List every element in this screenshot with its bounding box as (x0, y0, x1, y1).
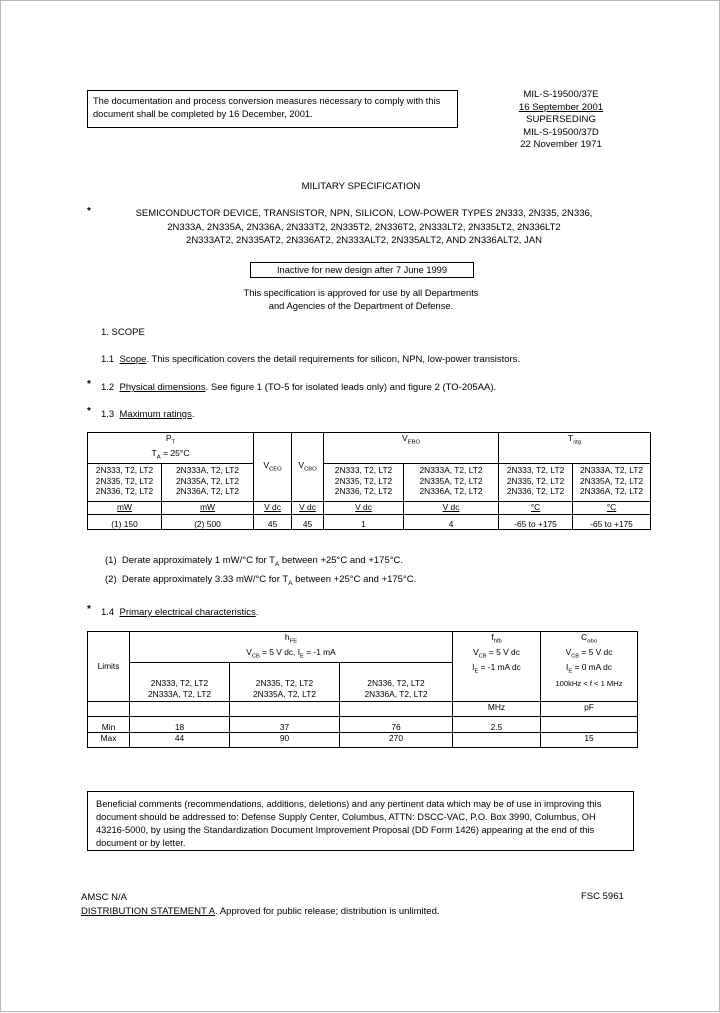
military-specification-heading: MILITARY SPECIFICATION (301, 181, 421, 192)
table1-symbol-row (88, 433, 651, 464)
section-1-1-number: 1.1 (101, 354, 115, 365)
table2-row-label: Min (88, 717, 130, 733)
table1-header-vcbo: $V_{CBO}$ (292, 433, 324, 502)
table1-value-cell: -65 to +175 (499, 515, 573, 530)
section-1-2-number: 1.2 (101, 382, 115, 393)
table2-unit-blank (88, 702, 130, 717)
table2-cell: 44 (130, 733, 230, 748)
change-asterisk-1-4: * (87, 604, 91, 615)
table2-cell: 90 (230, 733, 340, 748)
table1-units-row (88, 502, 651, 515)
table1-value-cell: (1) 150 (88, 515, 162, 530)
table1-unit-cell: °C (573, 502, 651, 515)
derate-note-2 (105, 573, 416, 590)
derate-note-1-post: between +25°C and +175°C. (279, 555, 404, 566)
table1-header-pt: $P_T$ $T_A = 25^\circ C$ (88, 433, 254, 464)
table2-cell: 2.5 (453, 717, 541, 733)
scope-heading: 1. SCOPE (101, 327, 145, 338)
table2-row-min (88, 717, 638, 733)
spec-number: MIL-S-19500/37E (523, 89, 599, 100)
table2-row-max (88, 733, 638, 748)
table1-device-row (88, 464, 651, 502)
distribution-statement (81, 905, 440, 919)
superseding-label: SUPERSEDING (526, 114, 596, 126)
table1-value-cell: 45 (254, 515, 292, 530)
derate-note-2-marker: (2) (105, 574, 117, 585)
section-1-4-number: 1.4 (101, 607, 115, 618)
table2-header-cobo: $C_{obo}$ $V_{CB} = 5$ V dc $I_E = 0$ mA dc 100kHz < f < 1 MHz (541, 632, 638, 702)
derate-note-1 (105, 554, 403, 571)
table1-unit-cell: V dc (324, 502, 404, 515)
table2-units-row (88, 702, 638, 717)
change-asterisk-1-3: * (87, 406, 91, 417)
table1-unit-cell: mW (162, 502, 254, 515)
table1-devices-vebo-alpha: 2N333A, T2, LT2 2N335A, T2, LT2 2N336A, T2, LT2 (404, 464, 499, 502)
maximum-ratings-table (87, 432, 651, 530)
superseded-number: MIL-S-19500/37D (523, 126, 599, 138)
table2-header-ft: $f_{hfb}$ $V_{CB} = 5$ V dc $I_E = -1$ mA dc (453, 632, 541, 702)
table1-unit-cell: V dc (254, 502, 292, 515)
table1-value-cell: 45 (292, 515, 324, 530)
derate-note-1-marker: (1) (105, 555, 117, 566)
title-line-2: 2N333A, 2N335A, 2N336A, 2N333T2, 2N335T2, 2N336T2, 2N333LT2, 2N335LT2, 2N336LT2 (167, 221, 561, 233)
derate-note-2-pre: Derate approximately 3.33 mW/°C for T (121, 574, 289, 585)
table2-cell (541, 717, 638, 733)
table2-cell: 15 (541, 733, 638, 748)
table2-unit-cobo: pF (541, 702, 638, 717)
table2-unit-blank (230, 702, 340, 717)
section-1-2-title: Physical dimensions (119, 382, 206, 393)
table1-unit-cell: V dc (404, 502, 499, 515)
document-identification-block (471, 89, 651, 152)
table1-values-row (88, 515, 651, 530)
section-1-2-text: . See figure 1 (TO-5 for isolated leads only) and figure 2 (TO-205AA). (205, 382, 497, 393)
distribution-statement-text: . Approved for public release; distribution is unlimited. (215, 906, 440, 917)
table1-header-vebo: $V_{EBO}$ (324, 433, 499, 464)
derate-note-2-post: between +25°C and +175°C. (292, 574, 417, 585)
section-1-3-text: . (191, 409, 195, 420)
approval-line-1: This specification is approved for use by all Departments (243, 287, 479, 298)
table2-devices-col-2: 2N335, T2, LT2 2N335A, T2, LT2 (230, 663, 340, 702)
section-1-3-number: 1.3 (101, 409, 115, 420)
title-line-3: 2N333AT2, 2N335AT2, 2N336AT2, 2N333ALT2, 2N335ALT2, AND 2N336ALT2, JAN (186, 235, 542, 246)
section-1-4-text: . (255, 607, 259, 618)
table2-unit-blank (340, 702, 453, 717)
table2-unit-blank (130, 702, 230, 717)
table1-header-vceo: $V_{CEO}$ (254, 433, 292, 502)
fsc-code: FSC 5961 (581, 891, 624, 902)
table2-symbol-row (88, 632, 638, 663)
section-1-2 (101, 381, 496, 394)
change-asterisk-title: * (87, 206, 91, 217)
title-line-1: SEMICONDUCTOR DEVICE, TRANSISTOR, NPN, SILICON, LOW-POWER TYPES 2N333, 2N335, 2N336, (135, 208, 593, 219)
superseded-date: 22 November 1971 (520, 139, 602, 151)
approval-statement (1, 287, 720, 312)
change-asterisk-1-2: * (87, 379, 91, 390)
table1-devices-pt-alpha: 2N333A, T2, LT2 2N335A, T2, LT2 2N336A, T2, LT2 (162, 464, 254, 502)
table1-header-tstg: $T_{stg}$ (499, 433, 651, 464)
table1-value-cell: (2) 500 (162, 515, 254, 530)
primary-electrical-characteristics-table (87, 631, 638, 748)
spec-date: 16 September 2001 (518, 101, 604, 113)
section-1-4-title: Primary electrical characteristics (119, 607, 256, 618)
table1-value-cell: 1 (324, 515, 404, 530)
table2-devices-col-3: 2N336, T2, LT2 2N336A, T2, LT2 (340, 663, 453, 702)
section-1-3-title: Maximum ratings (119, 409, 192, 420)
amsc-label: AMSC N/A (81, 892, 127, 903)
table1-unit-cell: mW (88, 502, 162, 515)
table1-devices-tstg-base: 2N333, T2, LT2 2N335, T2, LT2 2N336, T2, LT2 (499, 464, 573, 502)
table1-devices-pt-base: 2N333, T2, LT2 2N335, T2, LT2 2N336, T2, LT2 (88, 464, 162, 502)
approval-line-2: and Agencies of the Department of Defense. (268, 299, 454, 311)
conversion-notice-box (87, 90, 458, 128)
beneficial-comments-text: Beneficial comments (recommendations, additions, deletions) and any pertinent data which may be of use in improving this document should be addressed to: Defense Supply Center, Columbus, ATTN: DSCC-VAC, P.O. Box 3990, Columbus, OH 43216-5000, by using the Standardization Document Improvement Proposal (DD Form 1426) appearing at the end of this document or by letter. (96, 799, 602, 848)
section-1-1 (101, 353, 520, 366)
table1-unit-cell: V dc (292, 502, 324, 515)
page-sheet (1, 1, 720, 1013)
table1-devices-tstg-alpha: 2N333A, T2, LT2 2N335A, T2, LT2 2N336A, T2, LT2 (573, 464, 651, 502)
inactive-notice-text: Inactive for new design after 7 June 1999 (276, 265, 448, 275)
section-1-1-text: . This specification covers the detail requirements for silicon, NPN, low-power transistors. (146, 354, 521, 365)
inactive-for-new-design-box (250, 262, 474, 278)
section-1-3 (101, 408, 194, 421)
specification-title (79, 207, 649, 248)
table1-value-cell: 4 (404, 515, 499, 530)
beneficial-comments-box (87, 791, 634, 851)
section-1-4 (101, 606, 258, 619)
table2-cell: 270 (340, 733, 453, 748)
section-1-1-title: Scope (119, 354, 147, 365)
footer-left-block (81, 891, 440, 919)
table2-row-label: Max (88, 733, 130, 748)
distribution-statement-label: DISTRIBUTION STATEMENT A (81, 906, 216, 917)
table2-header-hfe: $h_{FE}$ $V_{CB} = 5$ V dc, $I_E = -1$ mA (130, 632, 453, 663)
derate-note-1-pre: Derate approximately 1 mW/°C for T (121, 555, 275, 566)
derate-note-2-sub: A (288, 579, 293, 587)
table2-devices-col-1: 2N333, T2, LT2 2N333A, T2, LT2 (130, 663, 230, 702)
table2-cell: 37 (230, 717, 340, 733)
table1-unit-cell: °C (499, 502, 573, 515)
derate-note-1-sub: A (274, 560, 280, 568)
table2-limits-header: Limits (88, 632, 130, 702)
table2-cell: 76 (340, 717, 453, 733)
table1-devices-vebo-base: 2N333, T2, LT2 2N335, T2, LT2 2N336, T2, LT2 (324, 464, 404, 502)
table1-value-cell: -65 to +175 (573, 515, 651, 530)
table2-cell (453, 733, 541, 748)
conversion-notice-text: The documentation and process conversion measures necessary to comply with this document shall be completed by 16 December, 2001. (93, 96, 441, 119)
table2-cell: 18 (130, 717, 230, 733)
table2-unit-ft: MHz (453, 702, 541, 717)
